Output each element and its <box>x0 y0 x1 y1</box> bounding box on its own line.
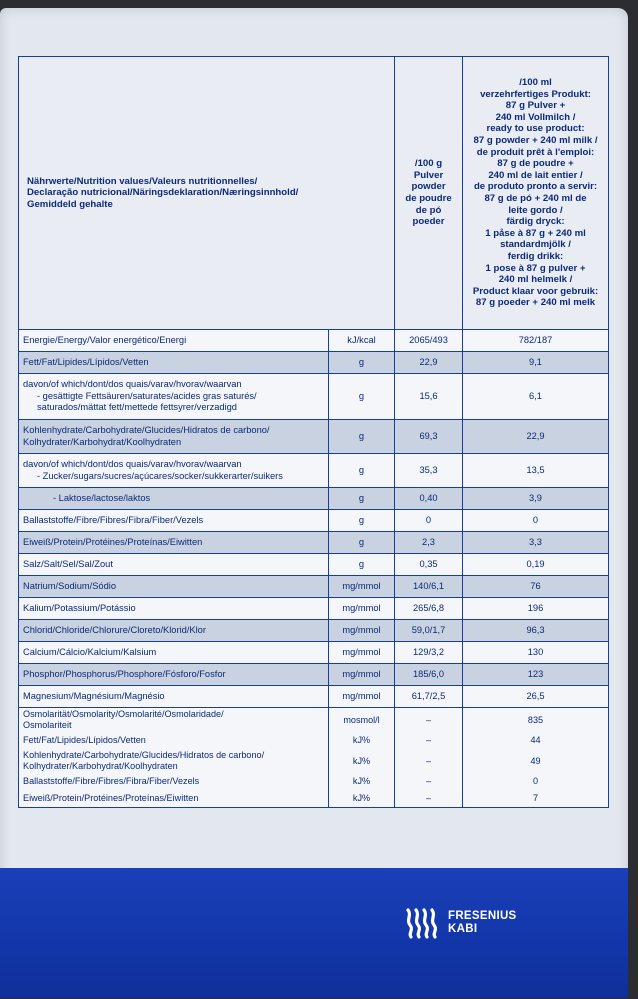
table-row <box>19 790 609 808</box>
row-label-line: Fett/Fat/Lipides/Lípidos/Vetten <box>23 356 149 367</box>
header-line: 87 g poeder + 240 ml melk <box>475 297 596 309</box>
row-per-100g: – <box>395 773 463 790</box>
row-per-100ml: 3,9 <box>463 488 609 510</box>
row-label <box>19 532 329 554</box>
row-unit: kJ% <box>329 732 395 749</box>
header-line: de poudre <box>405 193 452 204</box>
header-line: powder <box>411 181 446 193</box>
row-unit: g <box>329 554 395 576</box>
row-per-100ml: 782/187 <box>463 330 609 352</box>
header-line: de produto pronto a servir: <box>473 181 598 193</box>
table-row <box>19 598 609 620</box>
row-label <box>19 749 329 773</box>
row-per-100ml: 835 <box>463 708 609 733</box>
row-label-line: Kohlenhydrate/Carbohydrate/Glucides/Hidratos de carbono/ <box>23 424 270 435</box>
row-per-100g: 2,3 <box>395 532 463 554</box>
header-line: /100 g <box>414 158 443 170</box>
row-label <box>19 790 329 808</box>
row-unit: g <box>329 352 395 374</box>
row-unit: g <box>329 510 395 532</box>
row-label-line: Phosphor/Phosphorus/Phosphore/Fósforo/Fosfor <box>23 668 226 679</box>
table-row <box>19 686 609 708</box>
row-label <box>19 686 329 708</box>
table-row <box>19 773 609 790</box>
row-label-line: saturados/mättat fett/mettede fettsyrer/verzadigd <box>37 402 237 413</box>
table-row <box>19 454 609 488</box>
header-line: 87 g de pó + 240 ml de <box>484 193 587 204</box>
header-line: 1 påse à 87 g + 240 ml <box>485 227 586 239</box>
table-row <box>19 664 609 686</box>
row-label <box>19 642 329 664</box>
row-unit: mg/mmol <box>329 686 395 708</box>
row-per-100g: – <box>395 749 463 773</box>
table-row <box>19 620 609 642</box>
row-unit: kJ% <box>329 790 395 808</box>
row-per-100g: 22,9 <box>395 352 463 374</box>
row-per-100ml: 130 <box>463 642 609 664</box>
header-title-line: Nährwerte/Nutrition values/Valeurs nutritionnelles/ <box>27 175 258 187</box>
table-row <box>19 642 609 664</box>
row-label <box>19 708 329 733</box>
header-line: 87 g de poudre + <box>497 158 574 170</box>
table-row <box>19 749 609 773</box>
row-per-100ml: 49 <box>463 749 609 773</box>
table-row <box>19 732 609 749</box>
brand-line-1: FRESENIUS <box>448 910 517 922</box>
header-line: 240 ml helmelk / <box>498 274 573 286</box>
brand-logo <box>404 906 517 940</box>
header-line: leite gordo / <box>508 204 563 216</box>
row-per-100g: 185/6,0 <box>395 664 463 686</box>
row-per-100ml: 96,3 <box>463 620 609 642</box>
row-label-line: Kalium/Potassium/Potássio <box>23 602 136 613</box>
row-label-line: Ballaststoffe/Fibre/Fibres/Fibra/Fiber/Vezels <box>23 514 204 525</box>
row-per-100ml: 22,9 <box>463 420 609 454</box>
table-row <box>19 576 609 598</box>
row-per-100ml: 26,5 <box>463 686 609 708</box>
row-label <box>19 374 329 420</box>
row-unit: g <box>329 420 395 454</box>
table-row <box>19 330 609 352</box>
header-line: poeder <box>412 216 445 228</box>
header-title <box>19 57 395 330</box>
row-label <box>19 420 329 454</box>
table-row <box>19 554 609 576</box>
row-label-line: Magnesium/Magnésium/Magnésio <box>23 690 165 701</box>
table-row <box>19 374 609 420</box>
row-unit: mg/mmol <box>329 576 395 598</box>
row-label <box>19 664 329 686</box>
header-title-line: Declaração nutricional/Näringsdeklaration/Næringsinnhold/ <box>27 187 299 199</box>
row-per-100ml: 196 <box>463 598 609 620</box>
row-per-100g: 2065/493 <box>395 330 463 352</box>
header-line: /100 ml <box>519 77 552 89</box>
row-unit: mg/mmol <box>329 620 395 642</box>
row-per-100ml: 44 <box>463 732 609 749</box>
row-label-line: Eiweiß/Protein/Protéines/Proteínas/Eiwitten <box>23 536 203 547</box>
row-unit: kJ% <box>329 773 395 790</box>
row-unit: mg/mmol <box>329 664 395 686</box>
row-per-100ml: 0 <box>463 773 609 790</box>
row-per-100g: 0,35 <box>395 554 463 576</box>
row-label <box>19 598 329 620</box>
header-line: 1 pose à 87 g pulver + <box>485 262 586 274</box>
row-per-100ml: 0 <box>463 510 609 532</box>
row-label-line: Natrium/Sodium/Sódio <box>23 580 117 591</box>
header-line: Product klaar voor gebruik: <box>472 285 599 297</box>
row-per-100g: 129/3,2 <box>395 642 463 664</box>
header-line: verzehrfertiges Produkt: <box>480 88 591 100</box>
row-label <box>19 330 329 352</box>
header-line: 240 ml de lait entier / <box>488 169 583 181</box>
row-label-line: Salz/Salt/Sel/Sal/Zout <box>23 558 113 569</box>
row-label-line: Ballaststoffe/Fibre/Fibres/Fibra/Fiber/Vezels <box>23 776 200 786</box>
row-unit: g <box>329 454 395 488</box>
row-label <box>19 554 329 576</box>
header-line: 87 g Pulver + <box>505 100 566 112</box>
row-per-100ml: 13,5 <box>463 454 609 488</box>
row-unit: g <box>329 488 395 510</box>
row-per-100ml: 6,1 <box>463 374 609 420</box>
row-unit: mg/mmol <box>329 598 395 620</box>
table-header-row <box>19 57 609 330</box>
row-per-100g: – <box>395 708 463 733</box>
row-label-line: davon/of which/dont/dos quais/varav/hvorav/waarvan <box>23 458 242 469</box>
row-per-100ml: 123 <box>463 664 609 686</box>
row-per-100ml: 76 <box>463 576 609 598</box>
row-label-line: - Zucker/sugars/sucres/açúcares/socker/sukkerarter/suikers <box>37 470 283 481</box>
row-label-line: - Laktose/lactose/laktos <box>53 492 151 503</box>
row-label-line: Fett/Fat/Lipides/Lípidos/Vetten <box>23 735 146 745</box>
row-label <box>19 773 329 790</box>
row-per-100g: 61,7/2,5 <box>395 686 463 708</box>
row-label <box>19 510 329 532</box>
row-per-100g: – <box>395 790 463 808</box>
row-label-line: Kolhydrater/Karbohydrat/Koolhydraten <box>23 761 178 771</box>
row-label-line: Calcium/Cálcio/Kalcium/Kalsium <box>23 646 157 657</box>
row-label-line: Osmolarität/Osmolarity/Osmolarité/Osmolaridade/ <box>23 709 224 719</box>
header-per-100g <box>395 57 463 330</box>
row-per-100ml: 0,19 <box>463 554 609 576</box>
header-line: ferdig drikk: <box>507 250 564 262</box>
row-per-100g: 69,3 <box>395 420 463 454</box>
row-unit: kJ% <box>329 749 395 773</box>
row-unit: kJ/kcal <box>329 330 395 352</box>
header-line: 87 g powder + 240 ml milk / <box>473 135 598 147</box>
table-row <box>19 708 609 733</box>
brand-name <box>448 910 517 936</box>
header-line: Pulver <box>413 169 444 181</box>
header-line: 240 ml Vollmilch / <box>495 111 576 123</box>
brand-line-2: KABI <box>448 923 478 935</box>
row-per-100g: 265/6,8 <box>395 598 463 620</box>
table-row <box>19 352 609 374</box>
nutrition-table <box>18 56 609 808</box>
row-per-100g: 0,40 <box>395 488 463 510</box>
fresenius-wave-logo-icon <box>404 906 438 940</box>
row-label <box>19 576 329 598</box>
table-row <box>19 532 609 554</box>
row-label-line: Chlorid/Chloride/Chlorure/Cloreto/Klorid/Klor <box>23 624 206 635</box>
row-label-line: Energie/Energy/Valor energético/Energi <box>23 334 187 345</box>
row-per-100ml: 7 <box>463 790 609 808</box>
row-per-100g: 15,6 <box>395 374 463 420</box>
row-per-100ml: 3,3 <box>463 532 609 554</box>
header-line: ready to use product: <box>486 123 585 135</box>
row-label <box>19 454 329 488</box>
header-per-100ml <box>463 57 609 330</box>
header-title-line: Gemiddeld gehalte <box>27 198 113 210</box>
table-row <box>19 488 609 510</box>
brand-band <box>0 868 628 998</box>
row-label-line: - gesättigte Fettsäuren/saturates/acides gras saturés/ <box>37 390 257 401</box>
row-label <box>19 620 329 642</box>
row-label-line: Osmolariteit <box>23 720 72 730</box>
package-panel <box>0 8 628 998</box>
row-label-line: Kohlenhydrate/Carbohydrate/Glucides/Hidratos de carbono/ <box>23 750 265 760</box>
row-label <box>19 488 329 510</box>
row-label-line: Eiweiß/Protein/Protéines/Proteínas/Eiwitten <box>23 793 199 803</box>
row-per-100g: 35,3 <box>395 454 463 488</box>
row-label <box>19 732 329 749</box>
row-per-100g: 140/6,1 <box>395 576 463 598</box>
header-line: de pó <box>415 204 442 216</box>
row-unit: g <box>329 532 395 554</box>
row-per-100ml: 9,1 <box>463 352 609 374</box>
header-line: färdig dryck: <box>506 216 565 228</box>
row-per-100g: 0 <box>395 510 463 532</box>
row-label-line: Kolhydrater/Karbohydrat/Koolhydraten <box>23 436 182 447</box>
table-row <box>19 420 609 454</box>
row-per-100g: – <box>395 732 463 749</box>
row-unit: mosmol/l <box>329 708 395 733</box>
table-row <box>19 510 609 532</box>
row-per-100g: 59,0/1,7 <box>395 620 463 642</box>
row-label <box>19 352 329 374</box>
row-unit: mg/mmol <box>329 642 395 664</box>
header-line: standardmjölk / <box>500 239 571 251</box>
header-line: de produit prêt à l'emploi: <box>476 146 595 158</box>
row-unit: g <box>329 374 395 420</box>
row-label-line: davon/of which/dont/dos quais/varav/hvorav/waarvan <box>23 379 242 390</box>
